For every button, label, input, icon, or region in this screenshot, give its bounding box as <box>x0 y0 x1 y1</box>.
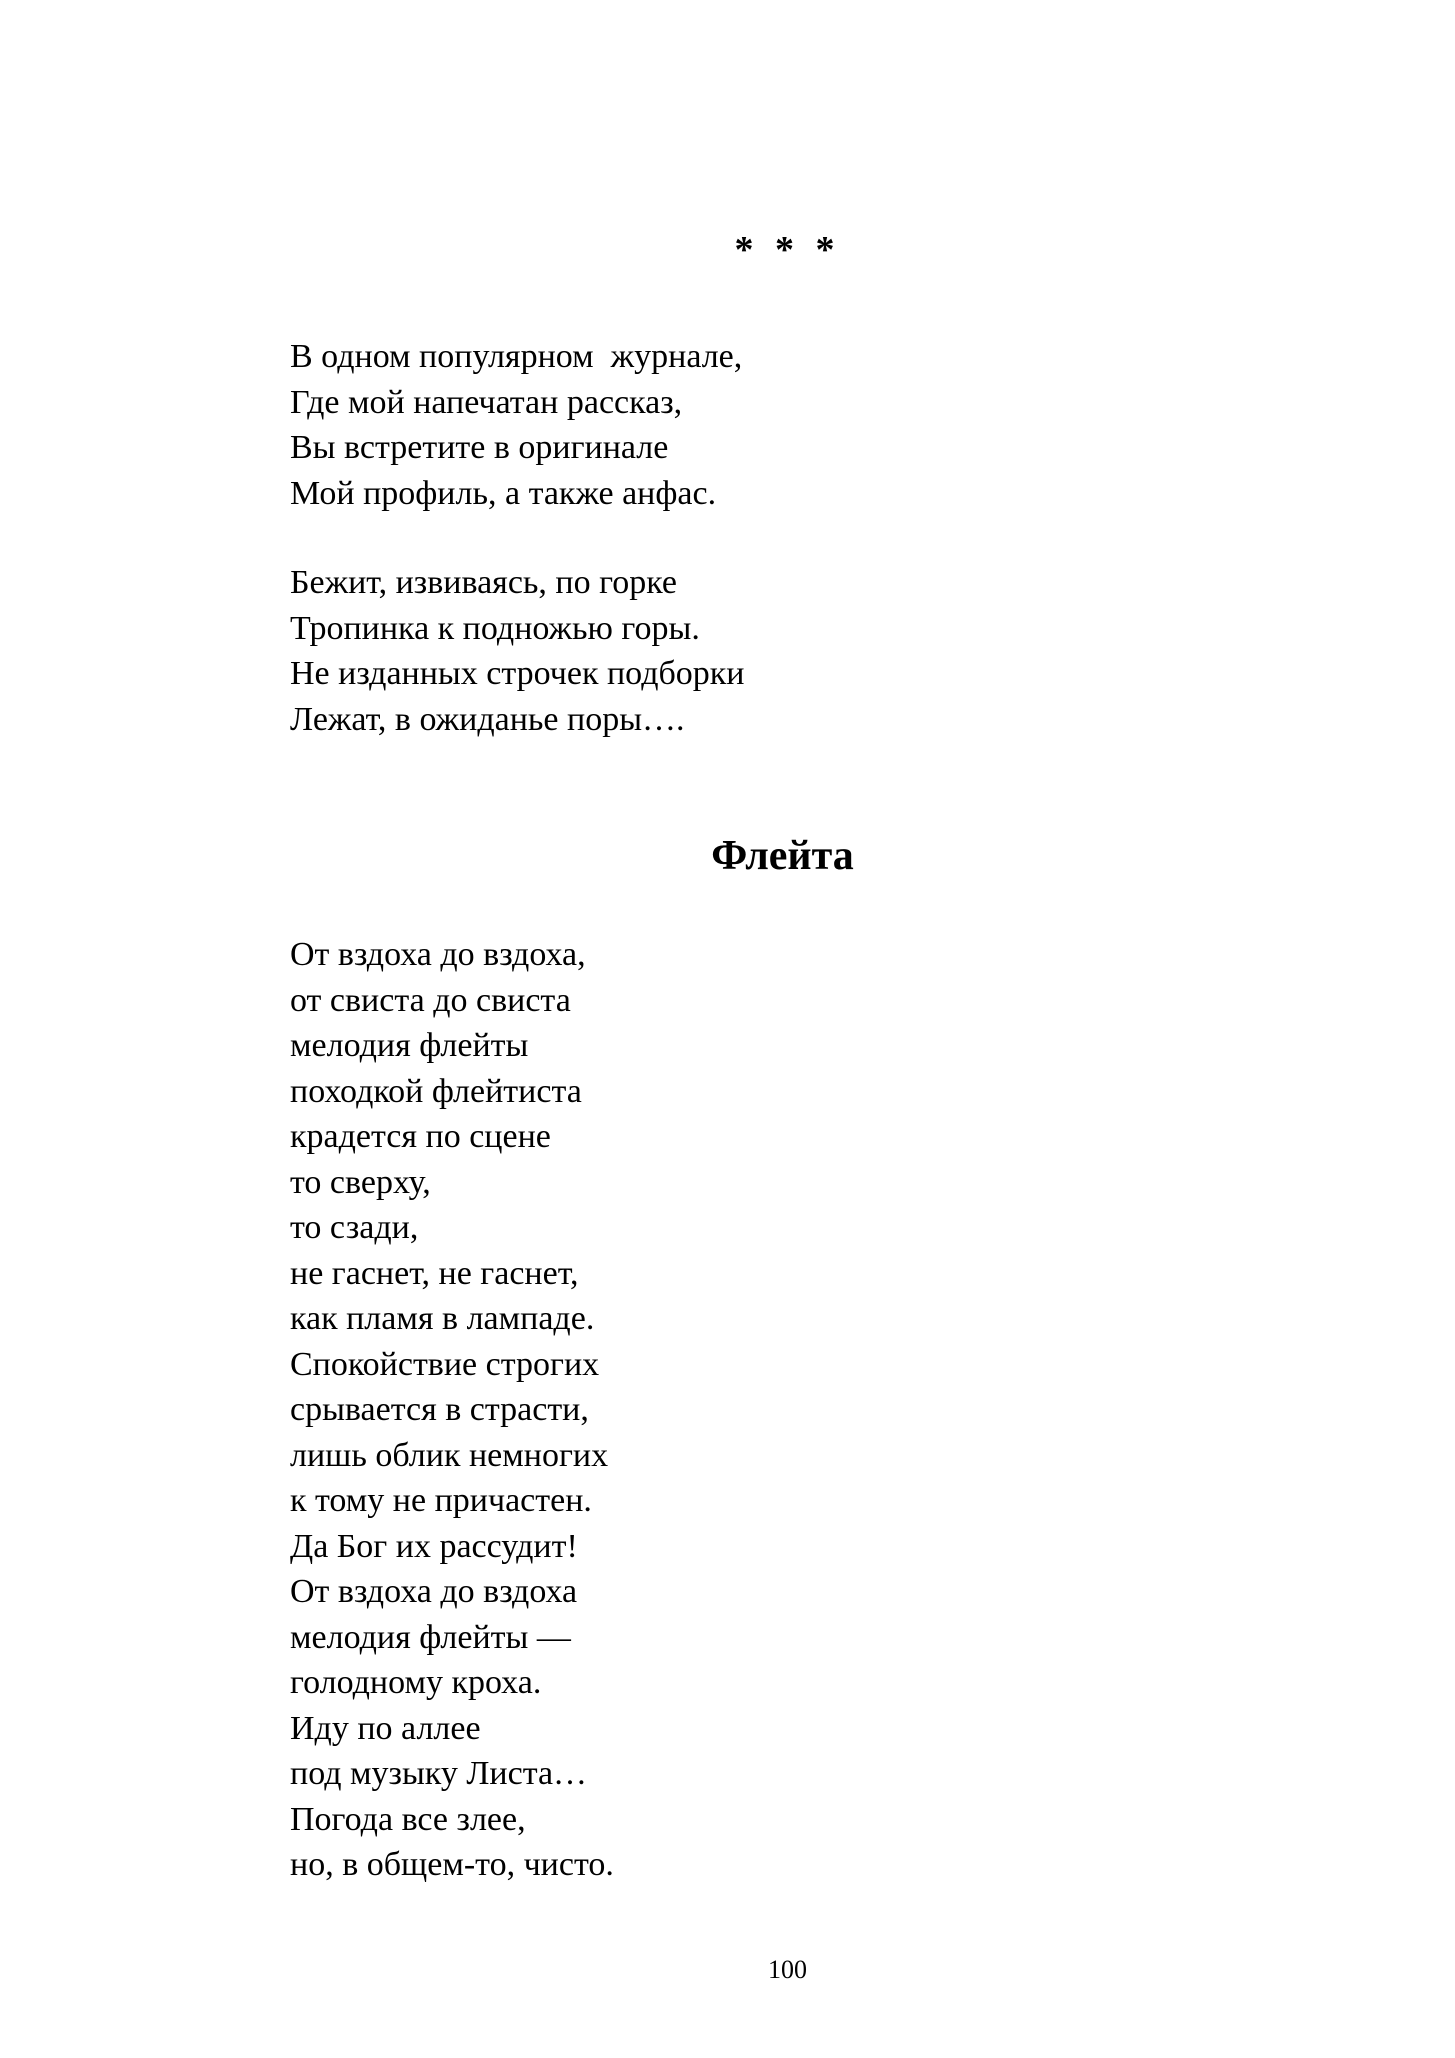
section-separator: * * * <box>734 229 841 271</box>
poem-line: от свиста до свиста <box>290 981 571 1019</box>
poem-line: как пламя в лампаде. <box>290 1300 595 1337</box>
poem-line: лишь облик немногих <box>290 1436 609 1474</box>
poem-line: не гаснет, не гаснет, <box>290 1254 579 1292</box>
poem-title: Флейта <box>711 833 854 879</box>
poem-line: мелодия флейты <box>290 1027 529 1064</box>
poem-line: голодному кроха. <box>290 1664 542 1701</box>
poem-line: В одном популярном журнале, <box>290 338 743 375</box>
poem-line: срывается в страсти, <box>290 1391 589 1428</box>
poem-line: От вздоха до вздоха, <box>290 936 586 973</box>
poem-line: к тому не причастен. <box>290 1482 592 1519</box>
poem-line: мелодия флейты — <box>290 1618 571 1656</box>
page-number: 100 <box>768 1955 807 1984</box>
poem-line: Вы встретите в оригинале <box>290 429 669 466</box>
poem-line: Да Бог их рассудит! <box>290 1527 578 1565</box>
poem-line: походкой флейтиста <box>290 1072 582 1110</box>
poem-line: Мой профиль, а также анфас. <box>290 474 717 512</box>
poem1-stanza-1 <box>290 334 742 516</box>
poem-line: Спокойствие строгих <box>290 1345 600 1383</box>
poem-line: От вздоха до вздоха <box>290 1573 578 1610</box>
poem-line: но, в общем-то, чисто. <box>290 1846 614 1883</box>
poem-line: то сверху, <box>290 1163 431 1201</box>
poem2-body <box>290 932 614 1888</box>
poem-line: Бежит, извиваясь, по горке <box>290 564 677 601</box>
poem-line: Погода все злее, <box>290 1800 526 1838</box>
poem-line: Не изданных строчек подборки <box>290 655 745 692</box>
poem-line: крадется по сцене <box>290 1118 551 1155</box>
poem-line: то сзади, <box>290 1209 419 1246</box>
poem-line: под музыку Листа… <box>290 1755 588 1792</box>
poem-line: Иду по аллее <box>290 1709 481 1747</box>
poem-line: Тропинка к подножью горы. <box>290 609 700 647</box>
poem1-stanza-2 <box>290 560 745 742</box>
poem-line: Лежат, в ожиданье поры…. <box>290 700 685 738</box>
poem-line: Где мой напечатан рассказ, <box>290 383 683 421</box>
